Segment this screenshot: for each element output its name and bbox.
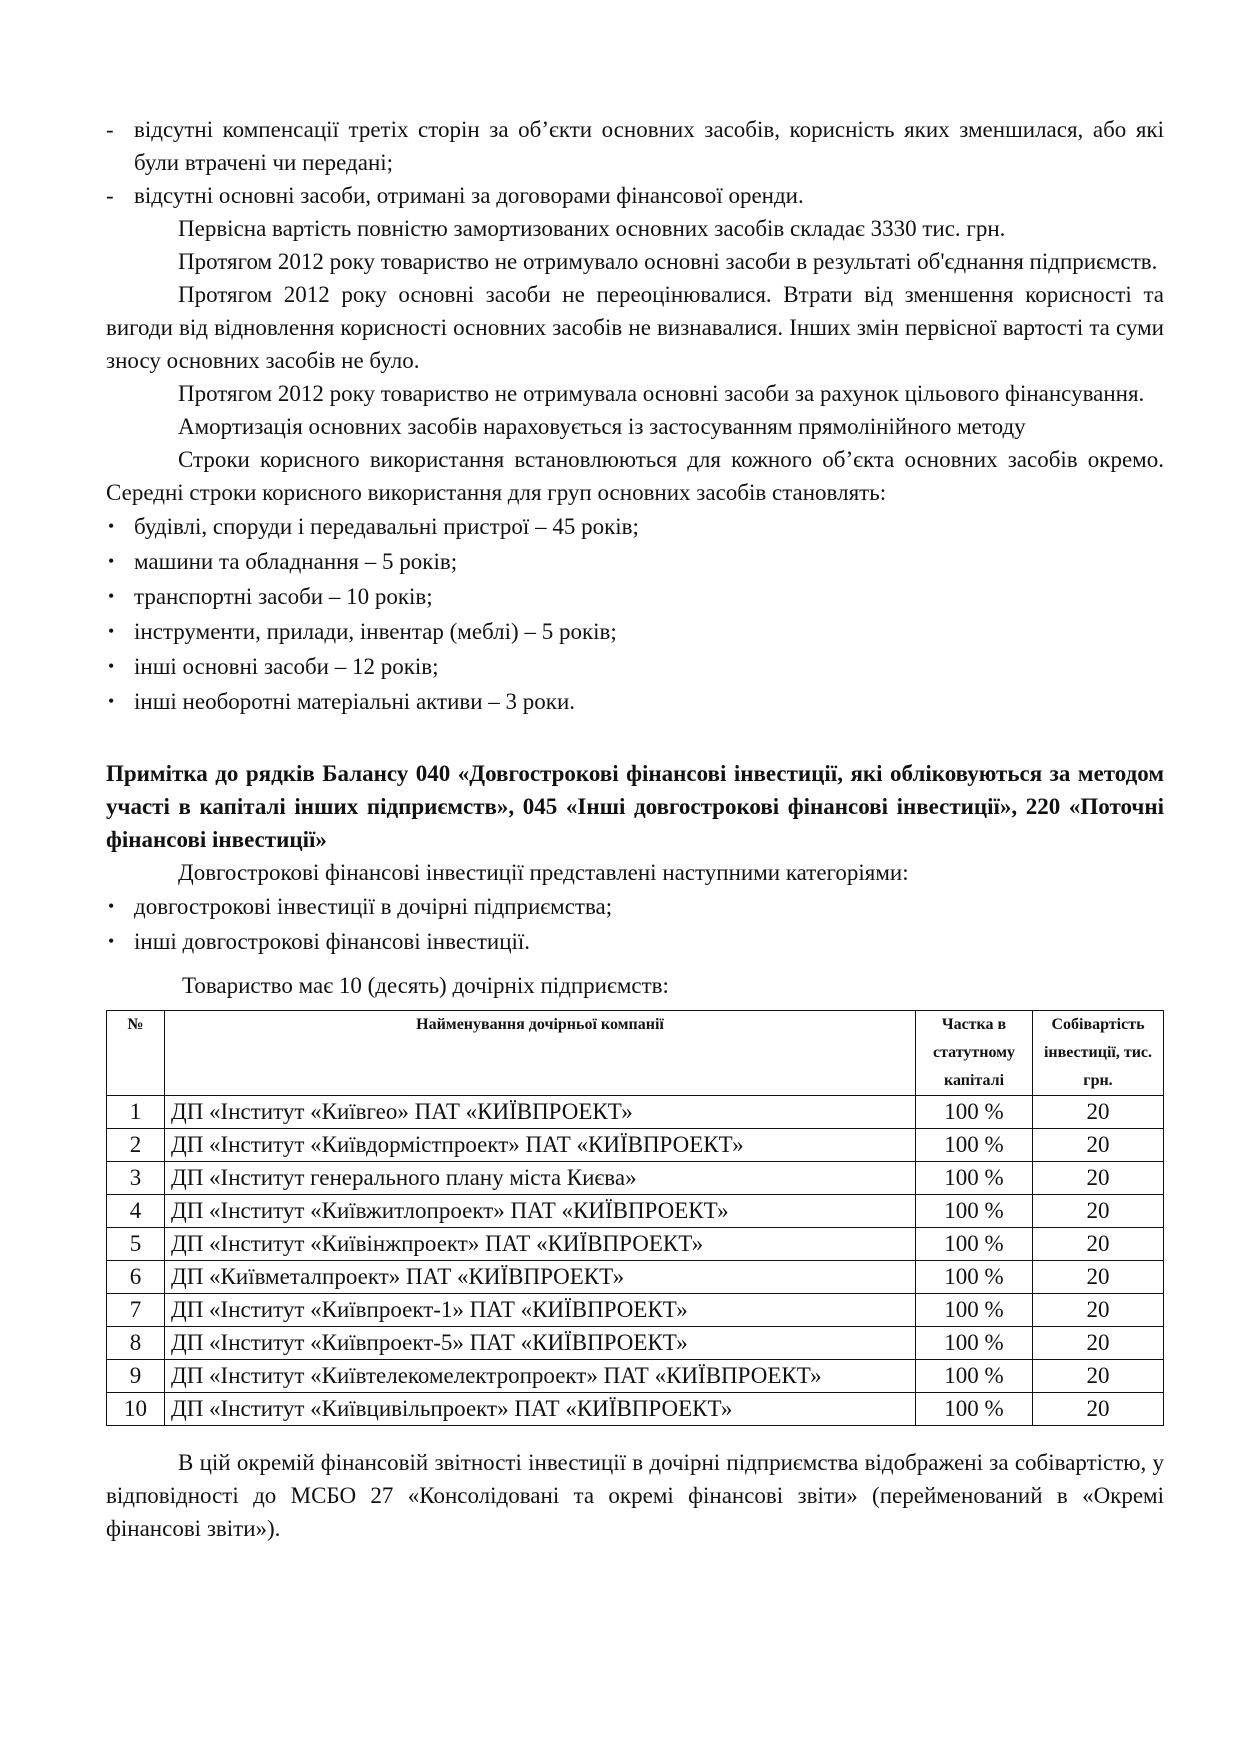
note-heading: Примітка до рядків Балансу 040 «Довгострокові фінансові інвестиції, які обліковуються за методом участі в капіталі інших підприємств», 045 «Інші довгострокові фінансові інвестиції», 220 «Поточні фінансові інвестиції» <box>106 761 1164 852</box>
row-num: 5 <box>107 1228 165 1261</box>
row-name: ДП «Інститут «Київдормістпроект» ПАТ «КИЇВПРОЕКТ» <box>165 1129 916 1162</box>
list-item <box>106 924 1164 959</box>
row-name: ДП «Інститут генерального плану міста Києва» <box>165 1162 916 1195</box>
table-intro: Товариство має 10 (десять) дочірніх підприємств: <box>182 973 669 998</box>
dash-marker: - <box>106 183 114 208</box>
table-row <box>107 1096 1164 1129</box>
dash-list-item <box>106 179 1164 212</box>
row-num: 8 <box>107 1327 165 1360</box>
header-num: № <box>107 1011 165 1096</box>
list-item-text: інші довгострокові фінансові інвестиції. <box>134 929 531 954</box>
header-name: Найменування дочірньої компанії <box>165 1011 916 1096</box>
row-share: 100 % <box>916 1261 1033 1294</box>
paragraph-revaluation: Протягом 2012 року основні засоби не переоцінювалися. Втрати від зменшення корисності та вигоди від відновлення корисності основних засобів не визнавалися. Інших змін первісної вартості та суми зносу основних засобів не було. <box>106 282 1164 373</box>
list-item-text: інші необоротні матеріальні активи – 3 роки. <box>134 689 576 714</box>
dash-list-item <box>106 113 1164 179</box>
header-share: Частка в статутному капіталі <box>916 1011 1033 1096</box>
paragraph-targeted-financing: Протягом 2012 року товариство не отримувала основні засоби за рахунок цільового фінансування. <box>178 381 1145 406</box>
row-name: ДП «Інститут «Київпроект-1» ПАТ «КИЇВПРОЕКТ» <box>165 1294 916 1327</box>
bullet-marker: • <box>108 586 115 606</box>
row-cost: 20 <box>1033 1393 1164 1426</box>
list-item <box>106 544 1164 579</box>
header-cost: Собівартість інвестиції, тис. грн. <box>1033 1011 1164 1096</box>
row-share: 100 % <box>916 1327 1033 1360</box>
row-cost: 20 <box>1033 1129 1164 1162</box>
paragraph-useful-life: Строки корисного використання встановлюються для кожного об’єкта основних засобів окремо. Середні строки корисного використання для груп основних засобів становлять: <box>106 447 1164 505</box>
row-name: ДП «Київметалпроект» ПАТ «КИЇВПРОЕКТ» <box>165 1261 916 1294</box>
paragraph-depreciation-method: Амортизація основних засобів нараховується із застосуванням прямолінійного методу <box>178 414 1026 439</box>
list-item-text: машини та обладнання – 5 років; <box>134 549 458 574</box>
row-cost: 20 <box>1033 1294 1164 1327</box>
note-intro: Довгострокові фінансові інвестиції представлені наступними категоріями: <box>178 860 909 885</box>
row-num: 3 <box>107 1162 165 1195</box>
list-item-text: інструменти, прилади, інвентар (меблі) – 5 років; <box>134 619 617 644</box>
row-share: 100 % <box>916 1393 1033 1426</box>
dash-item-text: відсутні компенсації третіх сторін за об’єкти основних засобів, корисність яких зменшилася, або які були втрачені чи передані; <box>134 117 1164 175</box>
row-num: 7 <box>107 1294 165 1327</box>
table-row <box>107 1294 1164 1327</box>
useful-life-list <box>106 509 1164 719</box>
list-item <box>106 684 1164 719</box>
row-cost: 20 <box>1033 1096 1164 1129</box>
table-row <box>107 1129 1164 1162</box>
row-num: 6 <box>107 1261 165 1294</box>
row-cost: 20 <box>1033 1327 1164 1360</box>
list-item-text: транспортні засоби – 10 років; <box>134 584 433 609</box>
table-row <box>107 1261 1164 1294</box>
list-item-text: будівлі, споруди і передавальні пристрої – 45 років; <box>134 514 639 539</box>
bullet-marker: • <box>108 621 115 641</box>
row-share: 100 % <box>916 1129 1033 1162</box>
row-num: 9 <box>107 1360 165 1393</box>
table-row <box>107 1327 1164 1360</box>
list-item <box>106 509 1164 544</box>
list-item-text: інші основні засоби – 12 років; <box>134 654 439 679</box>
row-share: 100 % <box>916 1162 1033 1195</box>
list-item <box>106 579 1164 614</box>
row-num: 2 <box>107 1129 165 1162</box>
bullet-marker: • <box>108 551 115 571</box>
list-item <box>106 649 1164 684</box>
table-row <box>107 1228 1164 1261</box>
row-share: 100 % <box>916 1228 1033 1261</box>
row-name: ДП «Інститут «Київпроект-5» ПАТ «КИЇВПРОЕКТ» <box>165 1327 916 1360</box>
list-item <box>106 614 1164 649</box>
page-content <box>106 113 1164 1545</box>
subsidiaries-table <box>106 1010 1164 1426</box>
list-item <box>106 889 1164 924</box>
table-row <box>107 1162 1164 1195</box>
row-cost: 20 <box>1033 1360 1164 1393</box>
row-share: 100 % <box>916 1195 1033 1228</box>
bullet-marker: • <box>108 656 115 676</box>
row-cost: 20 <box>1033 1261 1164 1294</box>
row-num: 4 <box>107 1195 165 1228</box>
spacer <box>106 719 1164 737</box>
table-row <box>107 1360 1164 1393</box>
table-row <box>107 1393 1164 1426</box>
row-share: 100 % <box>916 1360 1033 1393</box>
row-cost: 20 <box>1033 1162 1164 1195</box>
row-share: 100 % <box>916 1294 1033 1327</box>
closing-paragraph: В цій окремій фінансовій звітності інвестиції в дочірні підприємства відображені за собівартістю, у відповідності до МСБО 27 «Консолідовані та окремі фінансові звіти» (перейменований в «Окремі фінансові звіти»). <box>106 1450 1164 1541</box>
paragraph-business-combination: Протягом 2012 року товариство не отримувало основні засоби в результаті об'єднання підприємств. <box>178 249 1158 274</box>
row-num: 1 <box>107 1096 165 1129</box>
bullet-marker: • <box>108 516 115 536</box>
dash-marker: - <box>106 117 114 142</box>
bullet-marker: • <box>108 691 115 711</box>
table-header-row <box>107 1011 1164 1096</box>
bullet-marker: • <box>108 931 115 951</box>
row-name: ДП «Інститут «Київінжпроект» ПАТ «КИЇВПРОЕКТ» <box>165 1228 916 1261</box>
row-num: 10 <box>107 1393 165 1426</box>
list-item-text: довгострокові інвестиції в дочірні підприємства; <box>134 894 613 919</box>
row-name: ДП «Інститут «Київцивільпроект» ПАТ «КИЇВПРОЕКТ» <box>165 1393 916 1426</box>
bullet-marker: • <box>108 896 115 916</box>
row-cost: 20 <box>1033 1195 1164 1228</box>
row-name: ДП «Інститут «Київжитлопроект» ПАТ «КИЇВПРОЕКТ» <box>165 1195 916 1228</box>
row-name: ДП «Інститут «Київтелекомелектропроект» ПАТ «КИЇВПРОЕКТ» <box>165 1360 916 1393</box>
dash-item-text: відсутні основні засоби, отримані за договорами фінансової оренди. <box>134 183 804 208</box>
investment-categories-list <box>106 889 1164 959</box>
row-share: 100 % <box>916 1096 1033 1129</box>
table-row <box>107 1195 1164 1228</box>
paragraph-fully-depreciated: Первісна вартість повністю замортизованих основних засобів складає 3330 тис. грн. <box>178 216 1006 241</box>
row-name: ДП «Інститут «Київгео» ПАТ «КИЇВПРОЕКТ» <box>165 1096 916 1129</box>
row-cost: 20 <box>1033 1228 1164 1261</box>
